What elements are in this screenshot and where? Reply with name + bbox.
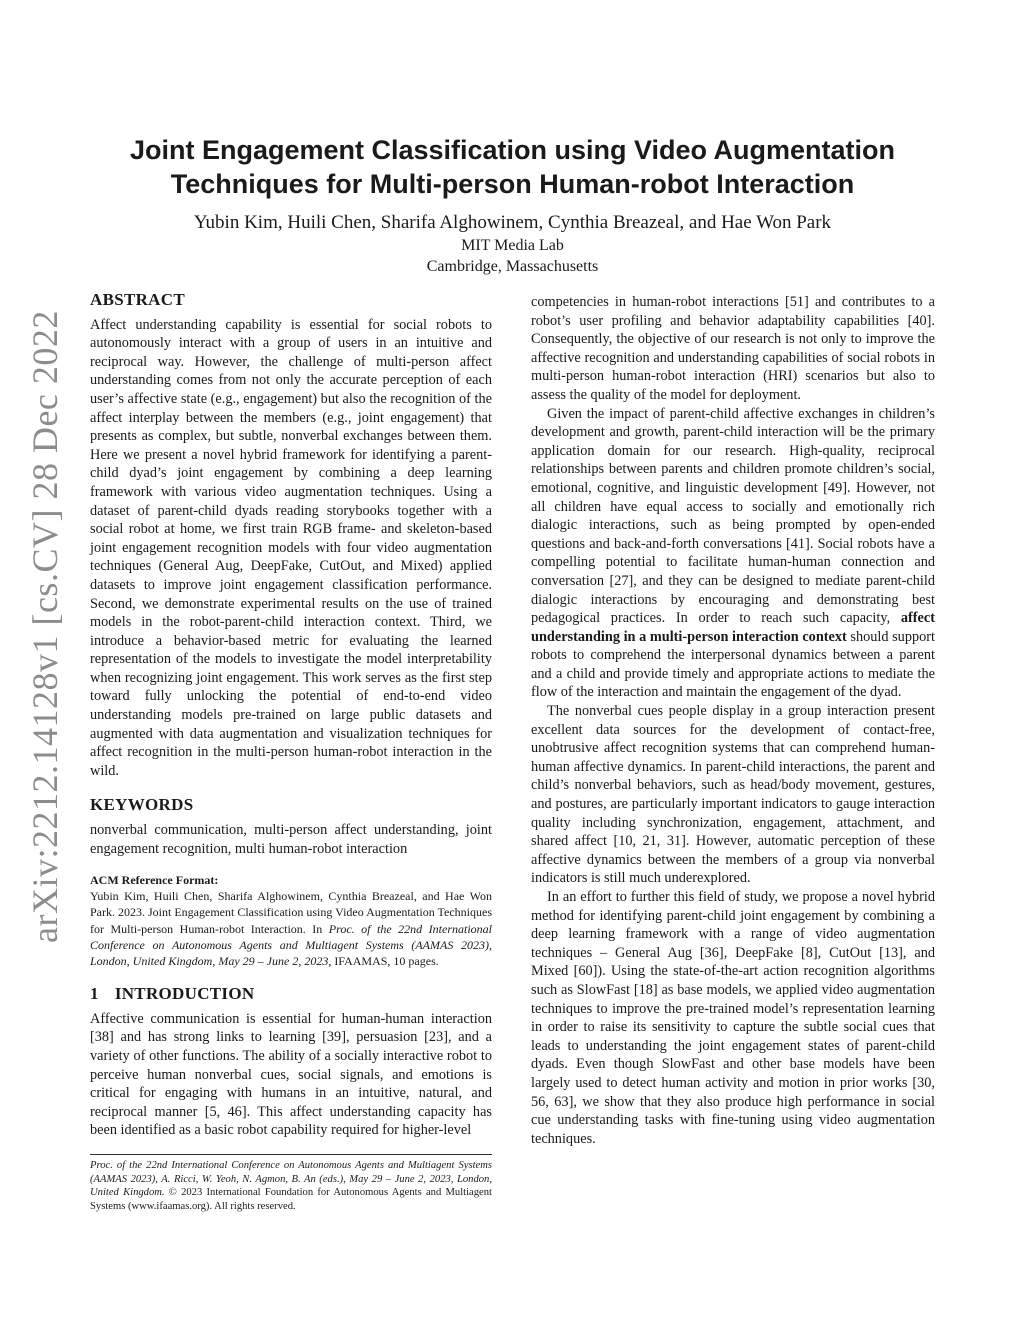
location: Cambridge, Massachusetts	[426, 258, 599, 275]
left-column	[90, 291, 492, 1213]
acm-reference-part1: Yubin Kim, Huili Chen, Sharifa Alghowinem, Cynthia Breazeal, and Hae Won Park. 2023. Joint Engagement Classification using Video Augmentation Techniques for Multi-person Human-robot Interaction. In	[90, 889, 492, 936]
acm-reference-venue: Proc. of the 22nd International Conference on Autonomous Agents and Multiagent Systems (AAMAS 2023), London, United Kingdom, May 29 – June 2, 2023,	[90, 921, 493, 969]
section-title: INTRODUCTION	[114, 984, 255, 1004]
right-paragraph-2-end: should support robots to comprehend the interpersonal dynamics between a parent and a child and provide timely and appropriate actions to mediate the flow of the interaction and maintain the engagement of the dyad.	[531, 628, 936, 701]
footnote-copyright: © 2023 International Foundation for Autonomous Agents and Multiagent Systems (www.ifaamas.org). All rights reserved.	[90, 1187, 492, 1212]
arxiv-identifier: arXiv:2212.14128v1 [cs.CV] 28 Dec 2022	[25, 310, 65, 943]
right-column	[531, 293, 935, 1148]
paper-title	[90, 133, 935, 201]
keywords-heading: KEYWORDS	[90, 795, 194, 815]
abstract-heading: ABSTRACT	[90, 290, 185, 309]
author-list: Yubin Kim, Huili Chen, Sharifa Alghowinem, Cynthia Breazeal, and Hae Won Park	[193, 212, 832, 233]
acm-reference-text	[90, 888, 492, 969]
title-line-2: Techniques for Multi-person Human-robot Interaction	[170, 169, 855, 199]
keywords-text: nonverbal communication, multi-person affect understanding, joint engagement recognition, multi human-robot interaction	[90, 822, 492, 857]
right-paragraph-4: In an effort to further this field of study, we propose a novel hybrid method for identifying parent-child joint engagement by combining a deep learning framework with a range of video augmentation techniques – General Aug [36], DeepFake [8], CutOut [13], and Mixed [60]). Using the state-of-the-art action recognition algorithms such as SlowFast [18] as base models, we applied video augmentation techniques to improve the pre-trained model’s representation learning in order to raise its sensitivity to capture the subtle social cues that leads to understanding the joint engagement states of parent-child dyads. Even though SlowFast and other base models have been largely used to detect human activity and motion in prior works [30, 56, 63], we show that they also produce high performance in social cue understanding tasks with fine-tuning using video augmentation techniques.	[531, 889, 935, 1147]
footnote-divider	[90, 1154, 492, 1155]
right-paragraph-2-start: Given the impact of parent-child affective exchanges in children’s development and growth, parent-child interaction will be the primary application domain for our research. High-quality, reciprocal relationships between parents and children promote children’s social, emotional, cognitive, and linguistic development [49]. However, not all children have equal access to socially and emotionally rich dialogic interactions, such as being prompted by open-ended questions and back-and-forth conversations [41]. Social robots have a compelling potential to facilitate human-human connection and conversation [27], and they can be designed to mediate parent-child dialogic interactions by encouraging and demonstrating best pedagogical practices. In order to reach such capacity,	[531, 405, 935, 627]
footnote	[90, 1159, 492, 1213]
introduction-heading	[90, 985, 492, 1004]
title-block	[90, 133, 935, 277]
footnote-venue: Proc. of the 22nd International Conference on Autonomous Agents and Multiagent Systems (AAMAS 2023), A. Ricci, W. Yeoh, N. Agmon, B. An (eds.), May 29 – June 2, 2023, London, United Kingdom.	[90, 1159, 492, 1199]
right-paragraph-2	[531, 405, 935, 703]
abstract-text: Affect understanding capability is essential for social robots to autonomously interact with a group of users in an intuitive and reciprocal way. However, the challenge of multi-person affect understanding comes from not only the accurate perception of each user’s affective state (e.g., engagement) but also the recognition of the affect interplay between the members (e.g., joint engagement) that presents as complex, but subtle, nonverbal exchanges between them. Here we present a novel hybrid framework for identifying a parent-child dyad’s joint engagement by combining a deep learning framework with various video augmentation techniques. Using a dataset of parent-child dyads reading storybooks together with a social robot at home, we first train RGB frame- and skeleton-based joint engagement recognition models with four video augmentation techniques (General Aug, DeepFake, CutOut, and Mixed) applied datasets to improve joint engagement classification performance. Second, we demonstrate experimental results on the use of trained models in the robot-parent-child interaction context. Third, we introduce a behavior-based metric for evaluating the learned representation of the models to investigate the model interpretability when recognizing joint engagement. This work serves as the first step toward fully unlocking the potential of end-to-end video understanding models pre-trained on large public datasets and augmented with data augmentation and visualization techniques for affect recognition in the multi-person human-robot interaction in the wild.	[90, 316, 492, 779]
introduction-paragraph-1: Affective communication is essential for human-human interaction [38] and has strong links to learning [39], persuasion [23], and a variety of other functions. The ability of a socially interactive robot to perceive human nonverbal cues, social signals, and emotions is critical for engaging with humans in an intuitive, natural, and reciprocal manner [5, 46]. This affect understanding capacity has been identified as a basic robot capability required for higher-level	[90, 1010, 492, 1139]
right-paragraph-3: The nonverbal cues people display in a group interaction present excellent data sources for the development of contact-free, unobtrusive affect recognition systems that can comprehend human-human affective dynamics. In parent-child interactions, the parent and child’s nonverbal behaviors, such as head/body movement, gestures, and postures, are particularly important indicators to gauge interaction quality including synchronization, engagement, attachment, and shared affect [10, 21, 31]. However, automatic perception of these affective dynamics between the members of a group via nonverbal indicators is still much underexplored.	[531, 703, 935, 887]
acm-reference-part2: IFAAMAS, 10 pages.	[331, 954, 439, 969]
right-paragraph-2-emphasis: affect understanding in a multi-person interaction context	[531, 610, 935, 645]
section-number: 1	[90, 984, 99, 1004]
title-line-1: Joint Engagement Classification using Video Augmentation	[129, 135, 896, 165]
acm-reference-heading: ACM Reference Format:	[90, 873, 219, 888]
affiliation: MIT Media Lab	[461, 237, 564, 254]
right-paragraph-1: competencies in human-robot interactions [51] and contributes to a robot’s user profiling and behavior adaptability capabilities [40]. Consequently, the objective of our research is not only to improve the affective recognition and understanding capabilities of social robots in multi-person human-robot interaction (HRI) scenarios but also to assess the quality of the model for deployment.	[531, 294, 935, 403]
